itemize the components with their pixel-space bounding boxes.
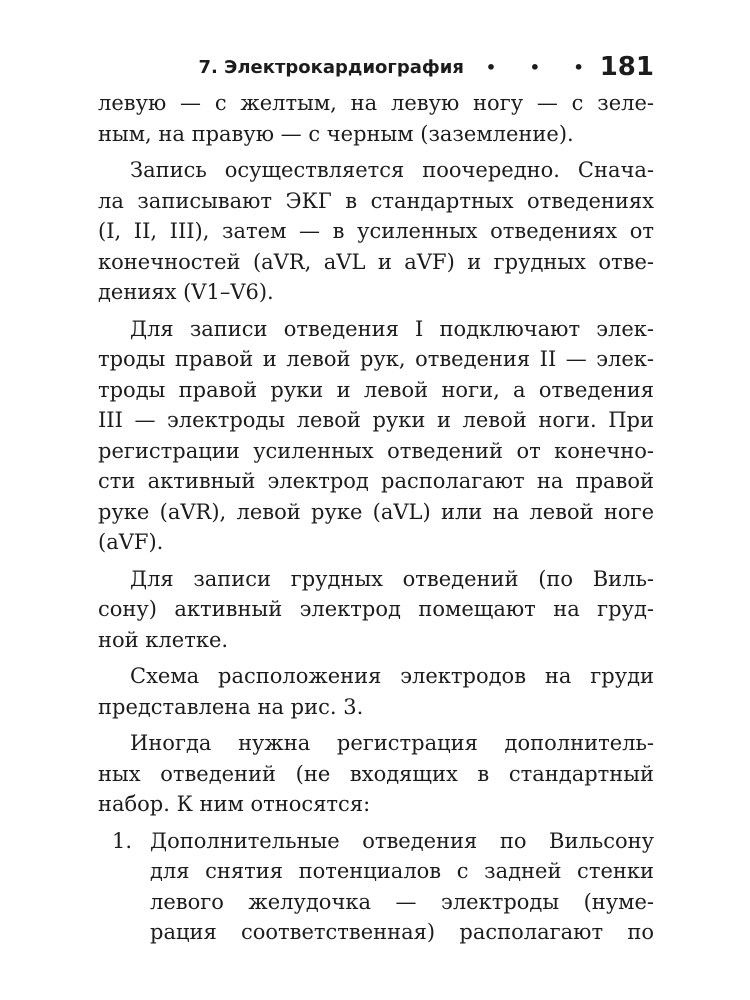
page-number: 181 <box>599 52 654 82</box>
text-line: левого желудочка — электроды (нуме- <box>150 889 654 914</box>
text-line: Иногда нужна регистрация дополнитель- <box>130 731 654 755</box>
header-dots: • • • <box>485 57 598 77</box>
text-line: сти активный электрод располагают на правой <box>98 469 654 493</box>
text-line: (I, II, III), затем — в усиленных отведениях от <box>98 219 654 243</box>
text-line: сону) активный электрод помещают на груд- <box>98 597 654 621</box>
paragraph <box>98 564 654 656</box>
paragraph <box>98 155 654 308</box>
text-line: троды правой и левой рук, отведения II — элек- <box>98 347 654 371</box>
text-line: III — электроды левой руки и левой ноги. При <box>98 408 654 432</box>
text-line: троды правой руки и левой ноги, а отведения <box>98 377 654 402</box>
text-line: ла записывают ЭКГ в стандартных отведениях <box>98 188 654 213</box>
text-line: Для записи грудных отведений (по Виль- <box>130 566 654 591</box>
text-line: Схема расположения электродов на груди <box>130 664 654 688</box>
text-line: руке (aVR), левой руке (aVL) или на левой ноге <box>98 499 654 524</box>
paragraph <box>98 88 654 149</box>
paragraph <box>98 661 654 722</box>
text-line: регистрации усиленных отведений от конечно- <box>98 438 654 463</box>
list-item <box>98 826 654 948</box>
text-line: Запись осуществляется поочередно. Снача- <box>130 158 654 182</box>
text-line: представлена на рис. 3. <box>98 694 364 719</box>
text-line: конечностей (aVR, aVL и aVF) и грудных отве- <box>98 249 654 274</box>
chapter-title: 7. Электрокардиография <box>198 56 464 78</box>
running-header <box>98 50 654 84</box>
text-line: Для записи отведения I подключают элек- <box>130 316 654 341</box>
text-line: левую — с желтым, на левую ногу — с зеле- <box>98 91 654 115</box>
text-line: ным, на правую — с черным (заземление). <box>98 121 574 146</box>
text-line: ных отведений (не входящих в стандартный <box>98 761 654 786</box>
text-line: рация соответственная) располагают по <box>150 920 654 944</box>
text-line: (aVF). <box>98 530 164 554</box>
text-line: для снятия потенциалов с задней стенки <box>150 859 654 883</box>
paragraph <box>98 728 654 820</box>
text-line: Дополнительные отведения по Вильсону <box>150 828 654 853</box>
list-number: 1. <box>112 828 133 853</box>
body-text <box>98 88 654 948</box>
text-line: ной клетке. <box>98 627 229 652</box>
paragraph <box>98 314 654 558</box>
text-line: дениях (V1–V6). <box>98 280 274 304</box>
text-line: набор. К ним относятся: <box>98 792 371 816</box>
